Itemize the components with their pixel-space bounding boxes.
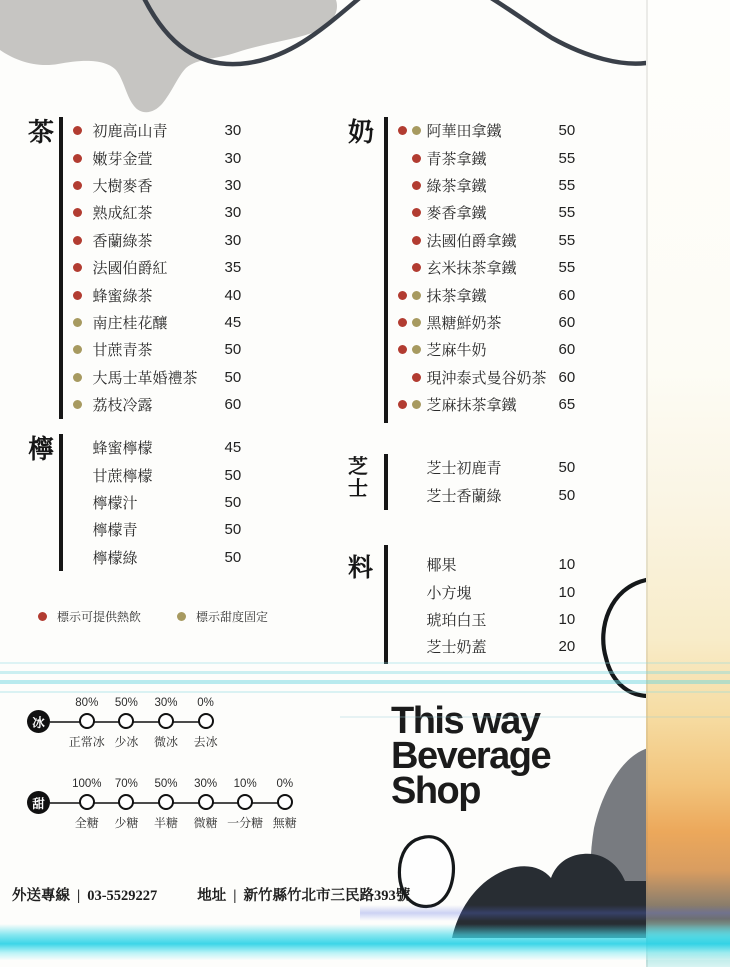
hot-drink-dot	[398, 400, 407, 409]
section-items	[395, 117, 601, 418]
item-name: 大樹麥香	[92, 177, 153, 195]
item-name: 香蘭綠茶	[92, 232, 153, 250]
item-name: 大馬士革婚禮茶	[92, 369, 198, 387]
section-toppings	[348, 545, 601, 664]
scale-badge: 甜	[32, 796, 45, 811]
section-divider-bar	[59, 117, 63, 419]
menu-item	[70, 434, 267, 461]
item-price: 55	[558, 204, 576, 222]
item-price: 10	[558, 583, 576, 601]
menu-item	[70, 144, 267, 171]
section-lemon	[28, 434, 267, 571]
scale-node	[198, 794, 214, 810]
section-items	[395, 454, 601, 509]
item-name: 法國伯爵紅	[92, 260, 168, 278]
delivery-phone	[12, 884, 157, 905]
section-header: 料	[348, 554, 374, 582]
hot-drink-dot	[412, 373, 421, 382]
scale-badge: 冰	[32, 715, 45, 730]
hot-drink-dot	[412, 154, 421, 163]
fixed-sweetness-dot	[412, 318, 421, 327]
fixed-sweetness-dot	[73, 345, 82, 354]
item-price: 60	[558, 368, 576, 386]
scale-node	[118, 794, 134, 810]
menu-item	[395, 281, 601, 308]
item-name: 玄米抹茶拿鐵	[426, 260, 517, 278]
scale-percent: 0%	[276, 778, 294, 790]
item-price: 55	[558, 176, 576, 194]
dot-indicators	[395, 400, 421, 409]
item-name: 現沖泰式曼谷奶茶	[426, 369, 547, 387]
scale-node	[237, 794, 253, 810]
item-price: 50	[224, 341, 242, 359]
item-price: 55	[558, 259, 576, 277]
dot-indicators	[70, 291, 82, 300]
item-price: 60	[224, 396, 242, 414]
item-name: 荔枝冷露	[92, 397, 153, 415]
menu-item	[395, 481, 601, 508]
item-name: 椰果	[426, 557, 457, 575]
footer	[12, 884, 410, 905]
scale-stops	[27, 696, 225, 750]
menu-item	[70, 281, 267, 308]
page-edge-line	[646, 0, 648, 967]
menu-item	[395, 551, 601, 578]
hot-drink-dot	[398, 291, 407, 300]
item-name: 芝士奶蓋	[426, 639, 487, 657]
delivery-label: 外送專線	[12, 888, 70, 904]
item-name: 法國伯爵拿鐵	[426, 232, 517, 250]
ice-level-scale	[27, 696, 225, 750]
logo-line-2: Beverage	[391, 735, 551, 777]
hot-drink-dot	[412, 181, 421, 190]
item-price: 65	[558, 396, 576, 414]
dot-indicators	[395, 291, 421, 300]
item-name: 南庄桂花釀	[92, 314, 168, 332]
item-price: 30	[224, 122, 242, 140]
scan-blue-waves	[360, 905, 730, 921]
hot-drink-dot	[73, 154, 82, 163]
section-divider-bar	[59, 434, 63, 571]
delivery-phone-number: 03-5529227	[87, 888, 158, 904]
scale-percent: 30%	[194, 778, 218, 790]
dot-indicators	[395, 236, 421, 245]
hot-drink-dot	[412, 263, 421, 272]
section-cheese	[348, 454, 601, 510]
section-divider-bar	[384, 454, 388, 510]
dot-indicators	[70, 263, 82, 272]
scale-percent: 70%	[114, 778, 138, 790]
item-price: 50	[224, 368, 242, 386]
menu-item	[70, 117, 267, 144]
scale-stop	[146, 777, 186, 831]
scale-percent: 0%	[197, 697, 214, 709]
scale-stop-label: 微糖	[193, 816, 218, 830]
menu-item	[70, 489, 267, 516]
scale-stop-label: 去冰	[193, 735, 218, 749]
scan-cyan-band	[0, 924, 730, 960]
scan-streak	[0, 662, 730, 664]
dot-indicators	[395, 208, 421, 217]
item-name: 甘蔗檸檬	[92, 467, 153, 485]
dot-indicators	[395, 181, 421, 190]
menu-item	[70, 391, 267, 418]
scale-percent: 80%	[75, 697, 99, 709]
section-header: 芝士	[348, 456, 368, 500]
dot-indicators	[70, 208, 82, 217]
item-price: 30	[224, 149, 242, 167]
address	[197, 884, 410, 905]
legend-item	[177, 608, 268, 625]
item-price: 50	[224, 548, 242, 566]
menu-item	[70, 516, 267, 543]
item-price: 30	[224, 176, 242, 194]
scale-stop	[186, 696, 226, 750]
scale-stop-label: 少冰	[114, 735, 139, 749]
fixed-sweetness-dot	[73, 373, 82, 382]
dot-indicators	[70, 318, 82, 327]
item-name: 小方塊	[426, 584, 472, 602]
item-name: 綠茶拿鐵	[426, 177, 487, 195]
legend-label: 標示甜度固定	[196, 610, 269, 624]
dot-indicators	[70, 181, 82, 190]
hot-drink-dot	[73, 291, 82, 300]
item-price: 20	[558, 638, 576, 656]
hot-drink-dot	[398, 318, 407, 327]
menu-item	[395, 254, 601, 281]
fixed-sweetness-dot	[412, 126, 421, 135]
section-items	[70, 117, 267, 418]
item-name: 嫩芽金萱	[92, 150, 153, 168]
scale-stop	[107, 777, 147, 831]
item-name: 芝麻牛奶	[426, 342, 487, 360]
menu-item	[395, 578, 601, 605]
section-header: 檸	[28, 434, 55, 464]
item-name: 黑糖鮮奶茶	[426, 314, 502, 332]
fixed-sweetness-dot	[73, 400, 82, 409]
dot-indicators	[70, 400, 82, 409]
scale-node	[79, 794, 95, 810]
item-price: 50	[558, 122, 576, 140]
menu-item	[395, 454, 601, 481]
menu-item	[70, 336, 267, 363]
menu-item	[395, 309, 601, 336]
section-milk	[348, 117, 601, 423]
item-price: 30	[224, 231, 242, 249]
scale-node	[79, 713, 95, 729]
item-name: 蜂蜜檸檬	[92, 440, 153, 458]
menu-item	[395, 606, 601, 633]
hot-drink-dot	[398, 345, 407, 354]
fixed-sweetness-dot	[177, 612, 186, 621]
legend-label: 標示可提供熱飲	[57, 610, 142, 624]
menu-item	[395, 117, 601, 144]
item-name: 芝士香蘭綠	[426, 487, 502, 505]
item-price: 50	[558, 459, 576, 477]
scale-stop	[186, 777, 226, 831]
fixed-sweetness-dot	[412, 291, 421, 300]
menu-item	[70, 172, 267, 199]
section-tea	[28, 117, 267, 419]
hot-drink-dot	[412, 208, 421, 217]
scan-streak	[0, 691, 730, 693]
item-price: 55	[558, 231, 576, 249]
address-label: 地址	[197, 888, 227, 904]
item-price: 40	[224, 286, 242, 304]
scale-percent: 50%	[154, 778, 178, 790]
scale-node	[277, 794, 293, 810]
fixed-sweetness-dot	[73, 318, 82, 327]
dot-indicators	[395, 126, 421, 135]
scale-stop	[265, 777, 305, 831]
section-divider-bar	[384, 117, 388, 423]
menu-item	[395, 227, 601, 254]
scale-percent: 50%	[114, 697, 138, 709]
hot-drink-dot	[73, 208, 82, 217]
menu-item	[395, 391, 601, 418]
menu-item	[70, 199, 267, 226]
scale-node	[198, 713, 214, 729]
scale-stop	[146, 696, 186, 750]
scale-stop-label: 正常冰	[68, 735, 105, 749]
fixed-sweetness-dot	[412, 345, 421, 354]
scale-stop-label: 一分糖	[227, 816, 264, 830]
separator: |	[77, 888, 81, 904]
dot-indicators	[70, 373, 82, 382]
item-price: 10	[558, 556, 576, 574]
dot-indicators	[70, 154, 82, 163]
item-name: 熟成紅茶	[92, 205, 153, 223]
hot-drink-dot	[398, 126, 407, 135]
item-name: 芝士初鹿青	[426, 460, 502, 478]
sweetness-level-scale	[27, 777, 305, 831]
item-price: 35	[224, 259, 242, 277]
scale-stop-label: 少糖	[114, 816, 139, 830]
hot-drink-dot	[73, 126, 82, 135]
logo-line-1: This way	[391, 700, 540, 742]
shop-logo	[391, 700, 551, 812]
item-name: 青茶拿鐵	[426, 150, 487, 168]
item-name: 蜂蜜綠茶	[92, 287, 153, 305]
logo-line-3: Shop	[391, 770, 480, 812]
item-name: 抹茶拿鐵	[426, 287, 487, 305]
scan-streak	[340, 716, 730, 718]
hot-drink-dot	[73, 236, 82, 245]
hot-drink-dot	[412, 236, 421, 245]
item-name: 甘蔗青茶	[92, 342, 153, 360]
legend-item	[38, 608, 141, 625]
dot-indicators	[70, 126, 82, 135]
item-name: 阿華田拿鐵	[426, 123, 502, 141]
dot-indicators	[395, 318, 421, 327]
dot-indicators	[395, 373, 421, 382]
fixed-sweetness-dot	[412, 400, 421, 409]
menu-item	[70, 544, 267, 571]
section-items	[70, 434, 267, 571]
hot-drink-dot	[73, 263, 82, 272]
separator: |	[233, 888, 237, 904]
scale-node	[118, 713, 134, 729]
dot-indicators	[70, 345, 82, 354]
section-divider-bar	[384, 545, 388, 664]
parenthesis-curve-shape	[603, 580, 647, 696]
scale-percent: 10%	[233, 778, 257, 790]
scale-stop	[67, 696, 107, 750]
item-price: 50	[224, 521, 242, 539]
menu-item	[70, 461, 267, 488]
menu-item	[395, 172, 601, 199]
scale-stop	[107, 696, 147, 750]
dot-indicators	[395, 263, 421, 272]
menu-item	[395, 336, 601, 363]
address-value: 新竹縣竹北市三民路393號	[243, 888, 411, 904]
scale-stop	[67, 777, 107, 831]
scale-stop-label: 半糖	[153, 816, 178, 830]
menu-item	[70, 364, 267, 391]
menu-item	[395, 364, 601, 391]
section-items	[395, 551, 601, 661]
menu-item	[395, 633, 601, 660]
scale-stop-label: 無糖	[272, 816, 297, 830]
item-price: 30	[224, 204, 242, 222]
item-name: 初鹿高山青	[92, 123, 168, 141]
menu-item	[70, 254, 267, 281]
item-price: 50	[558, 486, 576, 504]
item-price: 10	[558, 610, 576, 628]
item-price: 50	[224, 466, 242, 484]
item-price: 60	[558, 286, 576, 304]
scale-percent: 30%	[154, 697, 178, 709]
item-name: 麥香拿鐵	[426, 205, 487, 223]
item-price: 45	[224, 313, 242, 331]
dot-indicators	[395, 345, 421, 354]
dot-indicators	[395, 154, 421, 163]
gray-blob-shape	[0, 0, 337, 112]
menu-item	[395, 144, 601, 171]
scan-edge-gradient	[646, 0, 730, 967]
legend	[38, 608, 268, 625]
item-name: 琥珀白玉	[426, 611, 487, 629]
item-name: 檸檬綠	[92, 549, 138, 567]
scale-percent: 100%	[72, 778, 102, 790]
item-price: 60	[558, 313, 576, 331]
section-header: 茶	[28, 117, 55, 147]
item-name: 芝麻抹茶拿鐵	[426, 397, 517, 415]
scale-stop-label: 微冰	[153, 735, 178, 749]
item-name: 檸檬汁	[92, 494, 138, 512]
item-price: 55	[558, 149, 576, 167]
dot-indicators	[70, 236, 82, 245]
scale-stops	[27, 777, 305, 831]
scale-node	[158, 713, 174, 729]
scale-node	[158, 794, 174, 810]
hot-drink-dot	[73, 181, 82, 190]
item-name: 檸檬青	[92, 522, 138, 540]
menu-item	[395, 199, 601, 226]
hot-drink-dot	[38, 612, 47, 621]
item-price: 60	[558, 341, 576, 359]
scale-stop	[225, 777, 265, 831]
scan-streak	[0, 680, 730, 684]
menu-item	[70, 309, 267, 336]
scale-stop-label: 全糖	[74, 816, 99, 830]
section-header: 奶	[348, 117, 375, 147]
menu-item	[70, 227, 267, 254]
item-price: 50	[224, 493, 242, 511]
scan-streak	[0, 671, 730, 674]
item-price: 45	[224, 439, 242, 457]
